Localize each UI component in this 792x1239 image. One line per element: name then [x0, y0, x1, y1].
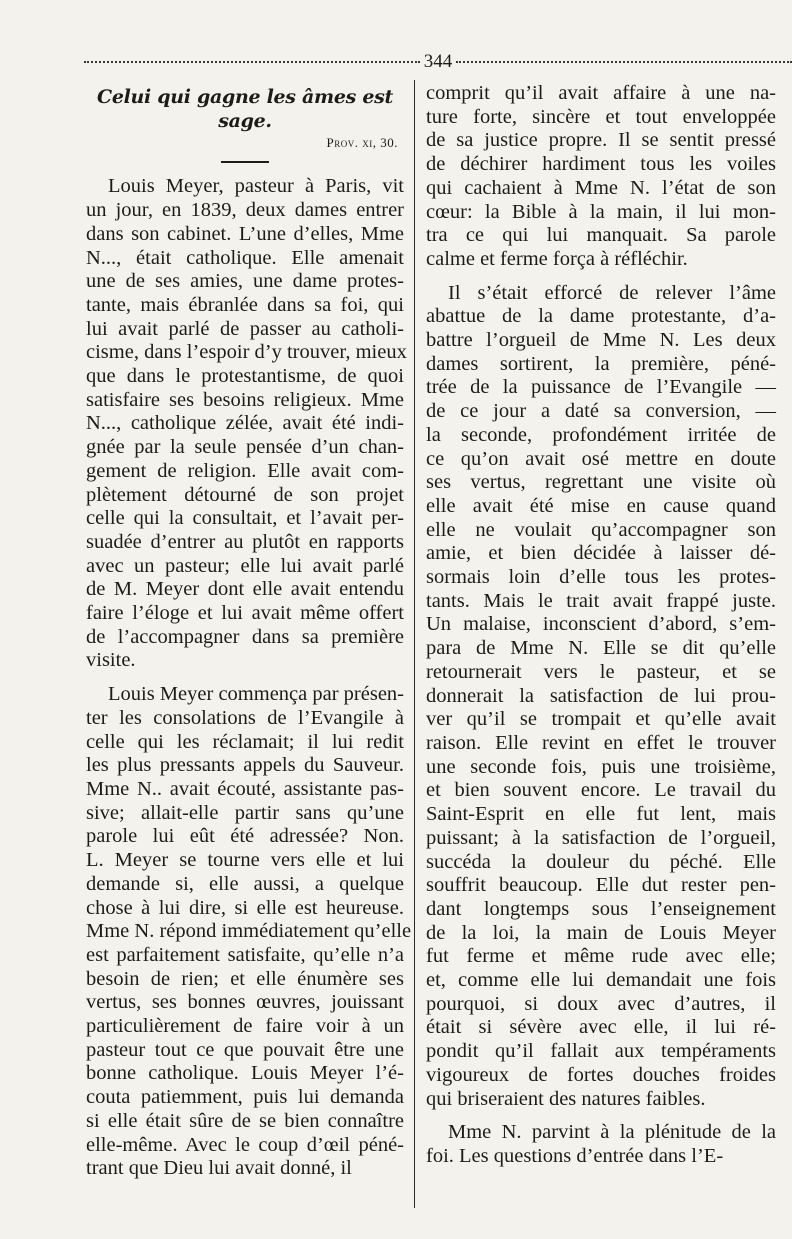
- text-line: Saint-Esprit en elle fut lent, mais: [426, 803, 776, 826]
- paragraph: [426, 282, 776, 1112]
- text-line: N..., était catholique. Elle amenait: [86, 246, 404, 269]
- text-line: ture forte, sincère et tout enveloppée: [426, 105, 776, 128]
- text-line: calme et ferme força à réfléchir.: [426, 247, 688, 270]
- right-column: [426, 82, 776, 1169]
- text-line: particulièrement de faire voir à un: [86, 1015, 404, 1038]
- text-line: cisme, dans l’espoir d’y trouver, mieux: [86, 341, 407, 364]
- text-line: sive; allait-elle partir sans qu’une: [86, 801, 404, 824]
- text-line: foi. Les questions d’entrée dans l’E-: [426, 1144, 724, 1167]
- text-line: trant que Dieu lui avait donné, il: [86, 1157, 352, 1180]
- text-line: Mme N. répond immédiatement qu’elle: [86, 920, 412, 943]
- paragraph: [426, 82, 776, 272]
- text-line: qui cachaient à Mme N. l’état de son: [426, 176, 776, 199]
- text-line: une de ses amies, une dame protes-: [86, 270, 404, 293]
- text-line: pasteur tout ce que pouvait être une: [86, 1038, 404, 1061]
- text-line: N..., catholique zélée, avait été indi-: [86, 412, 404, 435]
- text-line: qui briseraient des natures faibles.: [426, 1087, 706, 1110]
- article-title: Celui qui gagne les âmes est sage.: [97, 86, 393, 132]
- page-number: 344: [420, 57, 457, 67]
- text-line: elle ne voulait qu’accompagner son: [426, 518, 776, 541]
- column-divider: [414, 80, 415, 1208]
- text-line: lui avait parlé de passer au catholi-: [86, 317, 404, 340]
- paragraph: [426, 1121, 776, 1168]
- text-line: Louis Meyer, pasteur à Paris, vit: [108, 175, 404, 198]
- text-line: pourquoi, si doux avec d’autres, il: [426, 992, 776, 1015]
- title-rule: [221, 161, 269, 163]
- text-line: ver qu’il se trompait et qu’elle avait: [426, 708, 776, 731]
- text-line: gnée par la seule pensée d’un chan-: [86, 436, 404, 459]
- text-line: vertus, ses bonnes œuvres, jouissant: [86, 991, 404, 1014]
- text-line: dans son cabinet. L’une d’elles, Mme: [86, 222, 404, 245]
- text-line: fut ferme et même rude avec elle;: [426, 945, 776, 968]
- text-line: si elle était sûre de se bien connaître: [86, 1109, 404, 1132]
- text-line: cœur: la Bible à la main, il lui mon-: [426, 200, 776, 223]
- dotted-rule-right: [456, 61, 792, 63]
- text-line: ce qu’on avait osé mettre en doute: [426, 447, 776, 470]
- text-line: bonne catholique. Louis Meyer l’é-: [86, 1062, 404, 1085]
- text-line: une seconde fois, puis une troisième,: [426, 755, 776, 778]
- text-line: puissant; à la satisfaction de l’orgueil,: [426, 826, 776, 849]
- text-line: amie, et bien décidée à laisser dé-: [426, 542, 776, 565]
- text-line: gement de religion. Elle avait com-: [86, 459, 404, 482]
- text-line: de ce jour a daté sa conversion, —: [426, 400, 776, 423]
- text-line: donnerait la satisfaction de lui prou-: [426, 684, 776, 707]
- text-line: Mme N. parvint à la plénitude de la: [448, 1121, 776, 1144]
- left-column-text: [86, 175, 412, 1181]
- text-line: sormais loin d’elle tous les protes-: [426, 566, 776, 589]
- text-line: tants. Mais le trait avait frappé juste.: [426, 589, 776, 612]
- text-line: abattue de la dame protestante, d’a-: [426, 305, 776, 328]
- dotted-rule-left: [84, 61, 420, 63]
- text-line: un jour, en 1839, deux dames entrer: [86, 199, 404, 222]
- text-line: trée de la puissance de l’Evangile —: [426, 376, 776, 399]
- paragraph: [86, 175, 407, 673]
- text-line: celle qui les réclamait; il lui redit: [86, 730, 404, 753]
- text-line: comprit qu’il avait affaire à une na-: [426, 82, 776, 104]
- text-line: vigoureux de fortes douches froides: [426, 1063, 776, 1086]
- text-line: est parfaitement satisfaite, qu’elle n’a: [86, 943, 404, 966]
- text-line: Un malaise, inconscient d’abord, s’em-: [426, 613, 776, 636]
- text-line: souffrit beaucoup. Elle dut rester pen-: [426, 874, 776, 897]
- scripture-reference: Prov. xi, 30.: [326, 135, 398, 151]
- text-line: raison. Elle revint en effet le trouver: [426, 731, 776, 754]
- text-line: que dans le protestantisme, de quoi: [86, 365, 404, 388]
- text-line: dant longtemps sous l’enseignement: [426, 897, 776, 920]
- text-line: suadée d’entrer au plutôt en rapports: [86, 530, 404, 553]
- text-line: demande si, elle aussi, a quelque: [86, 872, 404, 895]
- text-line: parole lui eût été adressée? Non.: [86, 825, 404, 848]
- text-line: para de Mme N. Elle se dit qu’elle: [426, 637, 776, 660]
- text-line: elle avait été mise en cause quand: [426, 494, 776, 517]
- text-line: ter les consolations de l’Evangile à: [86, 706, 404, 729]
- text-line: et, comme elle lui demandait une fois: [426, 969, 776, 992]
- text-line: succéda la douleur du péché. Elle: [426, 850, 776, 873]
- right-column-text: [426, 82, 776, 1169]
- text-line: elle-même. Avec le coup d’œil péné-: [86, 1133, 404, 1156]
- text-line: plètement détourné de son projet: [86, 483, 404, 506]
- text-line: de M. Meyer dont elle avait entendu: [86, 578, 404, 601]
- text-line: visite.: [86, 649, 136, 672]
- text-line: faire l’éloge et lui avait même offert: [86, 602, 404, 625]
- text-line: de l’accompagner dans sa première: [86, 625, 404, 648]
- text-line: chose à lui dire, si elle est heureuse.: [86, 896, 404, 919]
- text-line: L. Meyer se tourne vers elle et lui: [86, 849, 404, 872]
- text-line: Il s’était efforcé de relever l’âme: [448, 281, 776, 304]
- text-line: Louis Meyer commença par présen-: [108, 683, 404, 706]
- text-line: tra ce qui lui manquait. Sa parole: [426, 224, 776, 247]
- text-line: avec un pasteur; elle lui avait parlé: [86, 554, 404, 577]
- left-column: [86, 82, 412, 1181]
- text-line: la seconde, profondément irritée de: [426, 423, 776, 446]
- text-line: de déchirer hardiment tous les voiles: [426, 153, 776, 176]
- text-line: et bien souvent encore. Le travail du: [426, 779, 776, 802]
- text-line: dames sortirent, la première, péné-: [426, 352, 776, 375]
- text-line: satisfaire ses besoins religieux. Mme: [86, 388, 404, 411]
- text-line: retournerait vers le pasteur, et se: [426, 660, 776, 683]
- text-line: celle qui la consultait, et l’avait per-: [86, 507, 404, 530]
- text-line: ses vertus, regrettant une visite où: [426, 471, 776, 494]
- text-line: de sa justice propre. Il se sentit pressé: [426, 129, 776, 152]
- text-line: était si sévère avec elle, il lui ré-: [426, 1016, 776, 1039]
- text-line: besoin de rien; et elle énumère ses: [86, 967, 404, 990]
- text-line: tante, mais ébranlée dans sa foi, qui: [86, 293, 404, 316]
- text-line: battre l’orgueil de Mme N. Les deux: [426, 329, 776, 352]
- running-header: [84, 51, 792, 72]
- text-line: de la loi, la main de Louis Meyer: [426, 921, 776, 944]
- text-line: pondit qu’il fallait aux tempéraments: [426, 1040, 776, 1063]
- paragraph: [86, 683, 412, 1181]
- text-line: couta patiemment, puis lui demanda: [86, 1086, 404, 1109]
- text-line: Mme N.. avait écouté, assistante pas-: [86, 777, 404, 800]
- text-line: les plus pressants appels du Sauveur.: [86, 754, 404, 777]
